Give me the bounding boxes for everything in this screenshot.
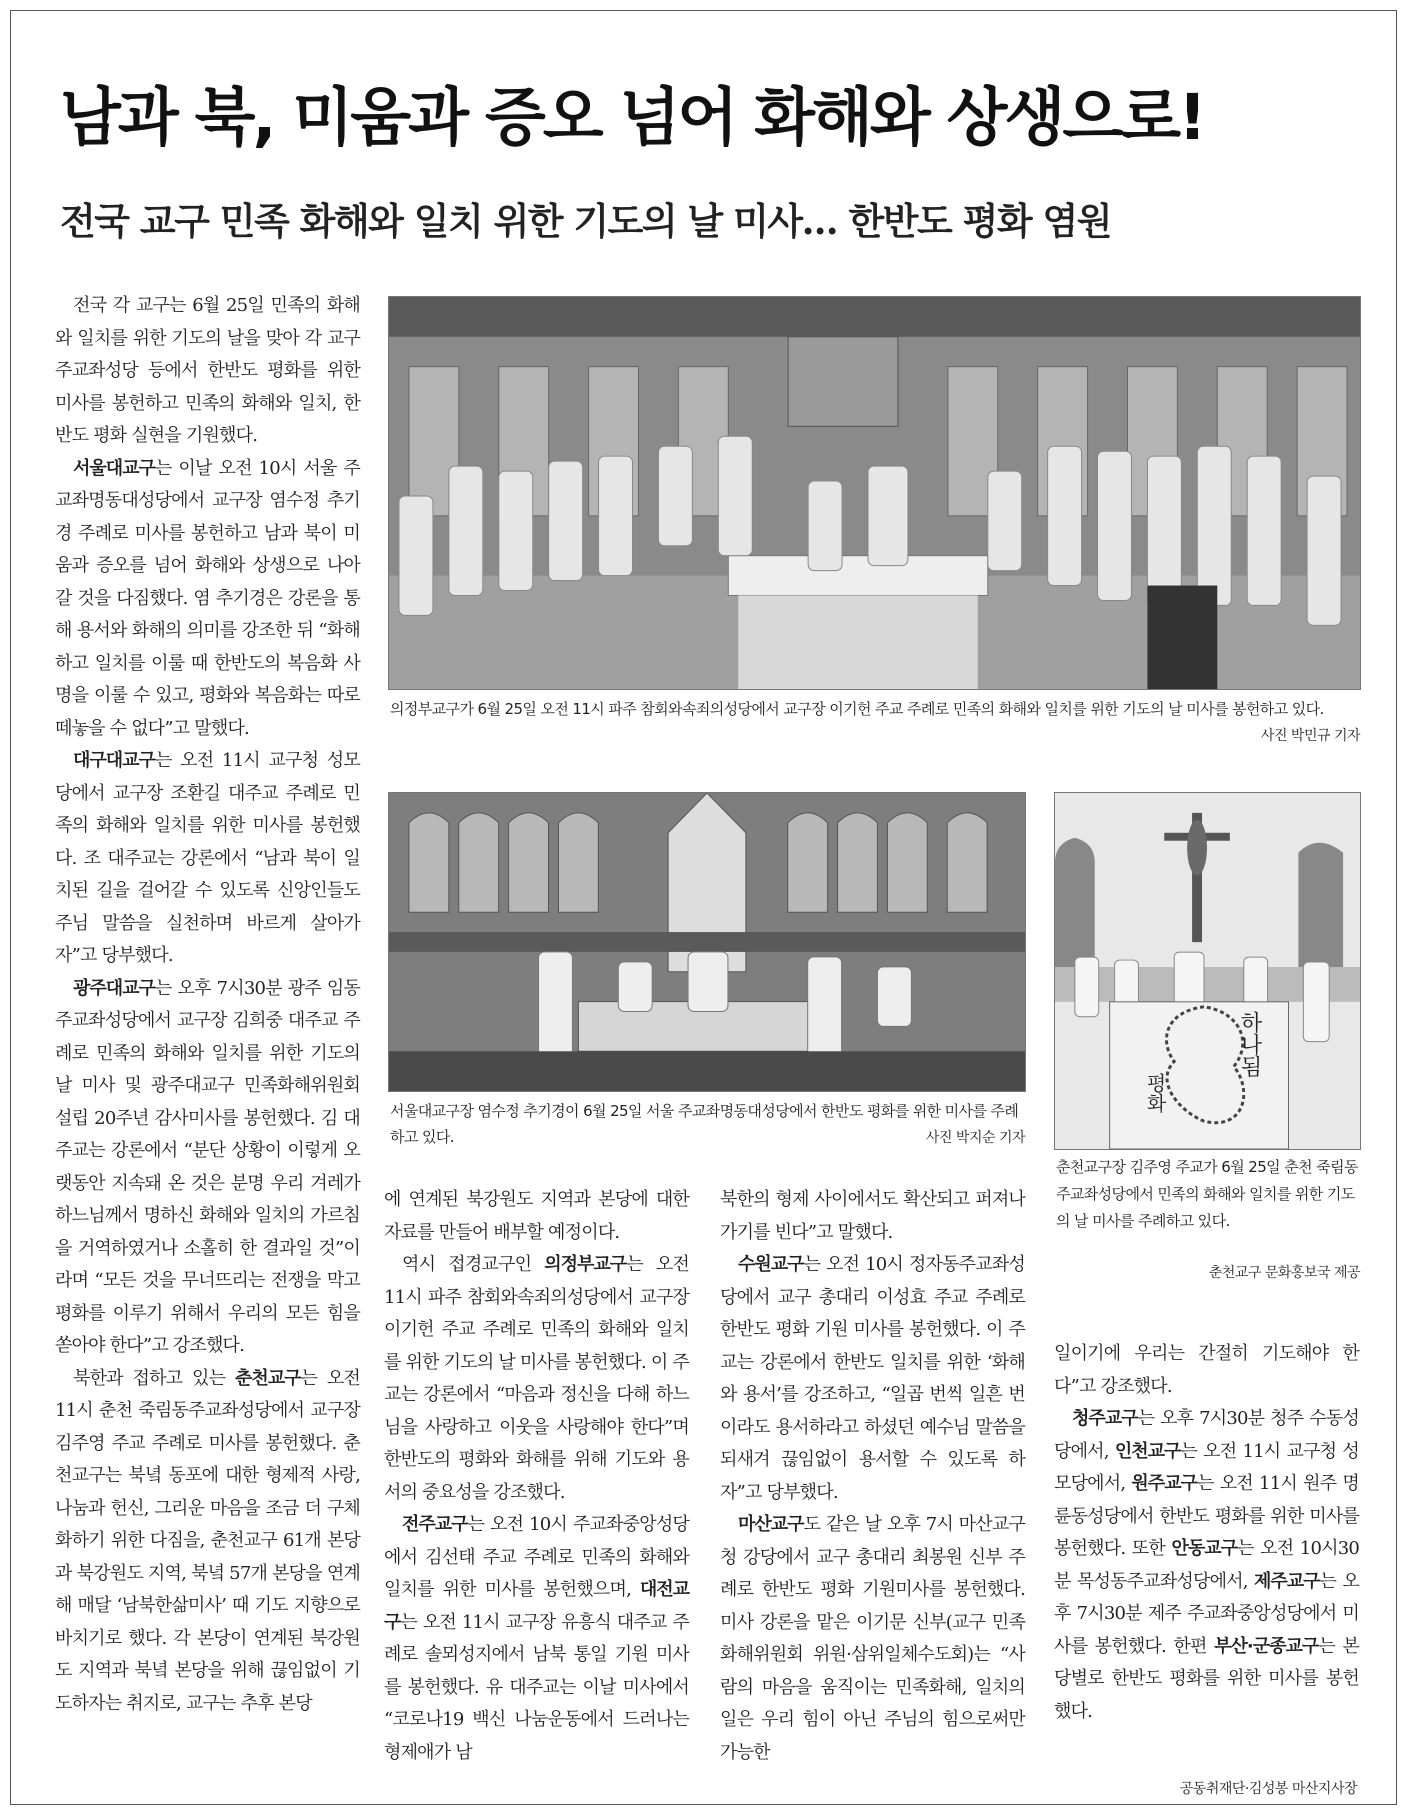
photo3-caption: 춘천교구장 김주영 주교가 6월 25일 춘천 죽림동주교좌성당에서 민족의 화해와 일치를 위한 기도의 날 미사를 주례하고 있다. <box>1056 1158 1358 1230</box>
paragraph: 전국 각 교구는 6월 25일 민족의 화해와 일치를 위한 기도의 날을 맞아 각 교구 주교좌성당 등에서 한반도 평화를 위한 미사를 봉헌하고 민족의 화해와 일치, 한반도 평화 실현을 기원했다. <box>55 295 360 446</box>
paragraph: 북한의 형제 사이에서도 확산되고 퍼져나가기를 빈다”고 말했다. <box>720 1189 1025 1243</box>
paragraph: 수원교구는 오전 10시 정자동주교좌성당에서 교구 총대리 이성효 주교 주례로 한반도 평화 기원 미사를 봉헌했다. 이 주교는 강론에서 한반도 일치를 위한 ‘화해와 용서’를 강조하고, “일곱 번씩 일흔 번이라도 용서하라고 하셨던 예수님 말씀을 되새겨 끊임없이 용서할 수 있도록 하자”고 당부했다. <box>720 1254 1025 1503</box>
photo3-credit: 춘천교구 문화홍보국 제공 <box>1208 1265 1360 1281</box>
article-column-2 <box>384 1184 689 1769</box>
photo-uijeongbu-illustration <box>389 297 1360 689</box>
photo-uijeongbu-mass <box>388 296 1361 690</box>
banner-peace-text: 평화 <box>1143 1073 1167 1113</box>
photo2-caption: 서울대교구장 염수정 추기경이 6월 25일 서울 주교좌명동대성당에서 한반도 평화를 위한 미사를 주례하고 있다. <box>390 1102 1019 1146</box>
paragraph: 북한과 접하고 있는 춘천교구는 오전 11시 춘천 죽림동주교좌성당에서 교구장 김주영 주교 주례로 미사를 봉헌했다. 춘천교구는 북녘 동포에 대한 형제적 사랑, 나눔과 헌신, 그리운 마음을 조금 더 구체화하기 위한 다짐을, 춘천교구 61개 본당과 북강원도 지역, 북녘 57개 본당을 연계해 매달 ‘남북한삶미사’ 때 기도 지향으로 바치기로 했다. 각 본당이 연계된 북강원도 지역과 북녘 본당을 위해 끊임없이 기도하자는 취지로, 교구는 추후 본당 <box>55 1367 361 1714</box>
paragraph: 일이기에 우리는 간절히 기도해야 한다”고 강조했다. <box>1054 1343 1359 1397</box>
paragraph: 역시 접경교구인 의정부교구는 오전 11시 파주 참회와속죄의성당에서 교구장 이기헌 주교 주례로 민족의 화해와 일치를 위한 기도의 날 미사를 봉헌했다. 이 주교는 강론에서 “마음과 정신을 다해 하느님을 사랑하고 이웃을 사랑해야 한다”며 한반도의 평화와 화해를 위해 기도와 용서의 중요성을 강조했다. <box>384 1254 690 1503</box>
paragraph: 에 연계된 북강원도 지역과 본당에 대한 자료를 만들어 배부할 예정이다. <box>384 1189 689 1243</box>
photo2-credit: 사진 박지순 기자 <box>925 1130 1025 1146</box>
byline: 공동취재단·김성봉 마산지사장 <box>1179 1781 1357 1797</box>
paragraph: 마산교구도 같은 날 오후 7시 마산교구청 강당에서 교구 총대리 최봉원 신부 주례로 한반도 평화 기원미사를 봉헌했다. 미사 강론을 맡은 이기문 신부(교구 민족화해위원회 위원·삼위일체수도회)는 “사람의 마음을 움직이는 민족화해, 일치의 일은 우리 힘이 아닌 주님의 힘으로써만 가능한 <box>720 1514 1025 1763</box>
photo-chuncheon-mass <box>1054 792 1361 1150</box>
paragraph: 전주교구는 오전 10시 주교좌중앙성당에서 김선태 주교 주례로 민족의 화해와 일치를 위한 미사를 봉헌했으며, 대전교구는 오전 11시 교구장 유흥식 대주교 주례로 솔뫼성지에서 남북 통일 기원 미사를 봉헌했다. 유 대주교는 이날 미사에서 “코로나19 백신 나눔운동에서 드러나는 형제애가 남 <box>384 1514 689 1763</box>
photo1-caption: 의정부교구가 6월 25일 오전 11시 파주 참회와속죄의성당에서 교구장 이기헌 주교 주례로 민족의 화해와 일치를 위한 기도의 날 미사를 봉헌하고 있다. <box>390 700 1324 718</box>
photo-chuncheon-illustration <box>1055 793 1360 1149</box>
paragraph: 광주대교구는 오후 7시30분 광주 임동주교좌성당에서 교구장 김희중 대주교 주례로 민족의 화해와 일치를 위한 기도의 날 미사 및 광주대교구 민족화해위원회 설립 20주년 감사미사를 봉헌했다. 김 대주교는 강론에서 “분단 상황이 이렇게 오랫동안 지속돼 온 것은 분명 우리 겨레가 하느님께서 명하신 화해와 일치의 가르침을 거역하였거나 소홀히 한 결과일 것”이라며 “모든 것을 무너뜨리는 전쟁을 막고 평화를 이루기 위해서 우리의 모든 힘을 쏟아야 한다”고 강조했다. <box>55 977 360 1356</box>
photo1-credit: 사진 박민규 기자 <box>1260 728 1360 744</box>
photo-seoul-myeongdong-mass <box>388 792 1026 1092</box>
article-column-3 <box>720 1184 1025 1769</box>
subheadline: 전국 교구 민족 화해와 일치 위한 기도의 날 미사… 한반도 평화 염원 <box>60 199 1111 243</box>
photo-seoul-illustration <box>389 793 1025 1091</box>
paragraph: 대구대교구는 오전 11시 교구청 성모당에서 교구장 조환길 대주교 주례로 민족의 화해와 일치를 위한 미사를 봉헌했다. 조 대주교는 강론에서 “남과 북이 일치된 길을 걸어갈 수 있도록 신앙인들도 주님 말씀을 실천하며 바르게 살아가자”고 당부했다. <box>55 750 360 966</box>
article-column-4 <box>1054 1338 1359 1728</box>
article-column-1 <box>55 290 360 1720</box>
headline: 남과 북, 미움과 증오 넘어 화해와 상생으로! <box>60 81 1204 154</box>
paragraph: 청주교구는 오후 7시30분 청주 수동성당에서, 인천교구는 오전 11시 교구청 성모당에서, 원주교구는 오전 11시 원주 명륜동성당에서 한반도 평화를 위한 미사를 봉헌했다. 또한 안동교구는 오전 10시30분 목성동주교좌성당에서, 제주교구는 오후 7시30분 제주 주교좌중앙성당에서 미사를 봉헌했다. 한편 부산·군종교구는 본당별로 한반도 평화를 위한 미사를 봉헌했다. <box>1054 1408 1360 1722</box>
paragraph: 서울대교구는 이날 오전 10시 서울 주교좌명동대성당에서 교구장 염수정 추기경 주례로 미사를 봉헌하고 남과 북이 미움과 증오를 넘어 화해와 상생으로 나아갈 것을 다짐했다. 염 추기경은 강론을 통해 용서와 화해의 의미를 강조한 뒤 “화해하고 일치를 이룰 때 한반도의 복음화 사명을 이룰 수 있고, 평화와 복음화는 따로 떼놓을 수 없다”고 말했다. <box>55 457 360 739</box>
banner-unity-text: 하나됨 <box>1237 1011 1262 1077</box>
